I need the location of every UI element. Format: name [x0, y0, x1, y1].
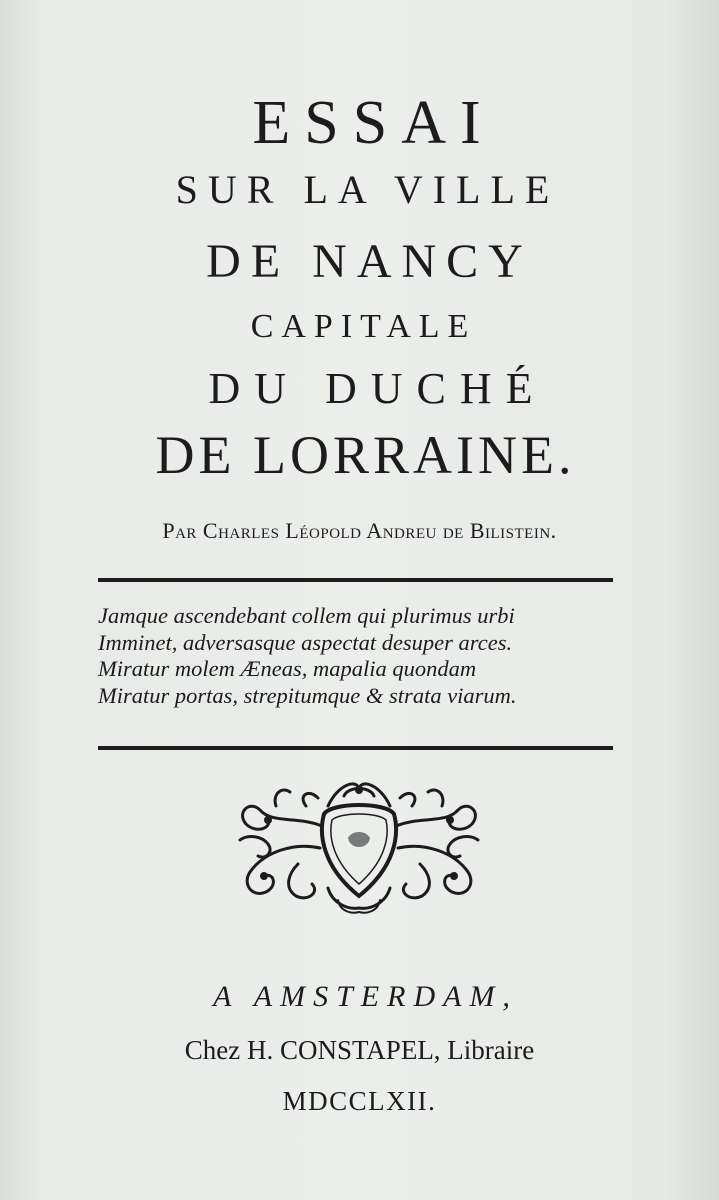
epigraph-line: Miratur molem Æneas, mapalia quondam — [98, 656, 477, 681]
epigraph-line: Imminet, adversasque aspectat desuper arces. — [98, 629, 513, 655]
title-line-de-lorraine: DE LORRAINE. — [155, 425, 576, 485]
title-line-essai: ESSAI — [252, 89, 495, 157]
title-line-capitale: CAPITALE — [250, 308, 477, 345]
imprint-place: A AMSTERDAM, — [213, 980, 518, 1013]
imprint-year: MDCCLXII. — [282, 1086, 437, 1116]
epigraph-line: Miratur portas, strepitumque & strata viarum. — [98, 682, 517, 708]
title-line-du-duche: DU DUCHÉ — [208, 364, 547, 413]
cartouche-ornament-icon — [228, 776, 490, 916]
epigraph — [98, 603, 638, 709]
title-line-de-nancy: DE NANCY — [206, 235, 533, 288]
rule-top — [98, 578, 613, 582]
title-line-sur-la-ville: SUR LA VILLE — [175, 167, 560, 212]
imprint-publisher: Chez H. CONSTAPEL, Libraire — [184, 1035, 535, 1065]
rule-bottom — [98, 746, 613, 750]
author-line: Par Charles Léopold Andreu de Bilistein. — [162, 518, 557, 543]
epigraph-line: Jamque ascendebant collem qui plurimus urbi — [98, 603, 515, 628]
